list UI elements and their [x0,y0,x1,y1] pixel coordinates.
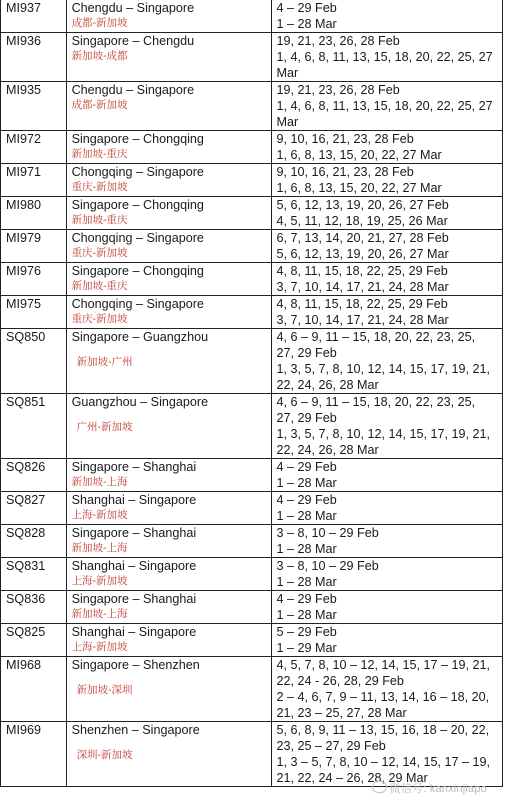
route-chinese: 重庆-新加坡 [71,313,128,325]
dates-cell [272,197,503,230]
flight-number: MI975 [1,296,67,329]
date-line: 27, 29 Feb [276,411,337,425]
table-row [1,459,503,492]
date-line: 2 – 4, 6, 7, 9 – 11, 13, 14, 16 – 18, 20, [276,690,490,704]
flight-number: SQ831 [1,558,67,591]
date-line: 22, 24, 26, 28 Mar [276,443,379,457]
date-line: 4, 6 – 9, 11 – 15, 18, 20, 22, 23, 25, [276,330,476,344]
route-cell [66,33,272,82]
dates-cell [272,33,503,82]
route-english: Shanghai – Singapore [71,493,197,507]
flight-number: SQ850 [1,329,67,394]
date-line: 3, 7, 10, 14, 17, 21, 24, 28 Mar [276,313,449,327]
date-line: 3 – 8, 10 – 29 Feb [276,559,379,573]
route-cell [66,492,272,525]
dates-cell [272,722,503,787]
table-row [1,394,503,459]
route-english: Chongqing – Singapore [71,165,204,179]
route-cell [66,263,272,296]
date-line: 27, 29 Feb [276,346,337,360]
route-english: Singapore – Chongqing [71,198,204,212]
dates-cell [272,657,503,722]
flight-number: MI976 [1,263,67,296]
route-english: Chengdu – Singapore [71,83,195,97]
route-english: Singapore – Chongqing [71,264,204,278]
date-line: 23, 25 – 27, 29 Feb [276,739,386,753]
date-line: 1, 4, 6, 8, 11, 13, 15, 18, 20, 22, 25, 27 [276,99,493,113]
date-line: 1 – 29 Mar [276,641,337,655]
table-row [1,82,503,131]
route-chinese: 新加坡-成都 [71,50,128,62]
table-row [1,296,503,329]
date-line: 4, 5, 11, 12, 18, 19, 25, 26 Mar [276,214,448,228]
watermark [372,780,487,796]
table-row [1,624,503,657]
route-chinese: 广州-新加坡 [76,421,133,433]
spacer [72,673,272,683]
route-chinese: 上海-新加坡 [71,641,128,653]
route-cell [66,329,272,394]
date-line: 5, 6, 12, 13, 19, 20, 26, 27 Feb [276,198,449,212]
dates-cell [272,459,503,492]
route-cell [66,0,272,33]
table-row [1,492,503,525]
route-cell [66,459,272,492]
route-chinese: 新加坡-广州 [76,356,133,368]
route-chinese: 重庆-新加坡 [71,181,128,193]
route-english: Shanghai – Singapore [71,559,197,573]
table-row [1,33,503,82]
route-cell [66,624,272,657]
dates-cell [272,591,503,624]
watermark-text: 微信号: kanxinjiapo [389,783,487,795]
date-line: 9, 10, 16, 21, 23, 28 Feb [276,132,414,146]
date-line: 4 – 29 Feb [276,493,337,507]
route-cell [66,525,272,558]
flight-number: MI980 [1,197,67,230]
spacer [72,738,272,748]
date-line: 19, 21, 23, 26, 28 Feb [276,34,400,48]
route-chinese: 上海-新加坡 [71,509,128,521]
route-cell [66,591,272,624]
table-row [1,0,503,33]
dates-cell [272,230,503,263]
flight-number: MI968 [1,657,67,722]
route-cell [66,82,272,131]
table-row [1,164,503,197]
route-english: Shanghai – Singapore [71,625,197,639]
route-english: Singapore – Shanghai [71,592,197,606]
route-cell [66,657,272,722]
date-line: 19, 21, 23, 26, 28 Feb [276,83,400,97]
date-line: 4, 8, 11, 15, 18, 22, 25, 29 Feb [276,264,448,278]
flight-number: SQ826 [1,459,67,492]
table-row [1,558,503,591]
route-english: Chongqing – Singapore [71,297,204,311]
dates-cell [272,0,503,33]
date-line: 21, 23 – 25, 27, 28 Mar [276,706,407,720]
route-english: Shenzhen – Singapore [71,723,200,737]
date-line: 4 – 29 Feb [276,592,337,606]
flight-number: SQ825 [1,624,67,657]
dates-cell [272,394,503,459]
flight-number: MI935 [1,82,67,131]
route-cell [66,164,272,197]
date-line: 1 – 28 Mar [276,476,337,490]
wechat-icon [372,781,387,793]
date-line: 6, 7, 13, 14, 20, 21, 27, 28 Feb [276,231,449,245]
table-row [1,657,503,722]
dates-cell [272,558,503,591]
spacer [72,345,272,355]
date-line: 4, 5, 7, 8, 10 – 12, 14, 15, 17 – 19, 21, [276,658,491,672]
flight-number: SQ836 [1,591,67,624]
date-line: 1 – 28 Mar [276,509,337,523]
date-line: Mar [276,115,299,129]
route-english: Guangzhou – Singapore [71,395,209,409]
dates-cell [272,624,503,657]
route-english: Chongqing – Singapore [71,231,204,245]
route-chinese: 新加坡-深圳 [76,684,133,696]
date-line: 1 – 28 Mar [276,17,337,31]
route-english: Singapore – Shenzhen [71,658,200,672]
dates-cell [272,82,503,131]
route-chinese: 新加坡-上海 [71,608,128,620]
flight-number: SQ828 [1,525,67,558]
route-english: Singapore – Chengdu [71,34,195,48]
date-line: 4 – 29 Feb [276,460,337,474]
dates-cell [272,296,503,329]
flight-number: SQ827 [1,492,67,525]
dates-cell [272,525,503,558]
table-row [1,722,503,787]
flight-number: MI972 [1,131,67,164]
flight-number: SQ851 [1,394,67,459]
table-row [1,591,503,624]
date-line: 1 – 28 Mar [276,575,337,589]
dates-cell [272,263,503,296]
route-cell [66,230,272,263]
route-english: Singapore – Guangzhou [71,330,209,344]
route-cell [66,722,272,787]
route-chinese: 深圳-新加坡 [76,749,133,761]
table-row [1,230,503,263]
route-chinese: 新加坡-上海 [71,476,128,488]
table-row [1,525,503,558]
date-line: 22, 24, 26, 28 Mar [276,378,379,392]
route-chinese: 重庆-新加坡 [71,247,128,259]
route-english: Singapore – Shanghai [71,526,197,540]
date-line: 1, 6, 8, 13, 15, 20, 22, 27 Mar [276,148,442,162]
date-line: 3, 7, 10, 14, 17, 21, 24, 28 Mar [276,280,449,294]
route-cell [66,394,272,459]
route-cell [66,296,272,329]
dates-cell [272,131,503,164]
route-chinese: 成都-新加坡 [71,99,128,111]
spacer [72,410,272,420]
date-line: 1 – 28 Mar [276,542,337,556]
route-english: Singapore – Shanghai [71,460,197,474]
date-line: 5 – 29 Feb [276,625,337,639]
table-row [1,197,503,230]
table-row [1,329,503,394]
date-line: 4 – 29 Feb [276,1,337,15]
route-chinese: 新加坡-上海 [71,542,128,554]
date-line: 9, 10, 16, 21, 23, 28 Feb [276,165,414,179]
route-chinese: 新加坡-重庆 [71,214,128,226]
flight-number: MI969 [1,722,67,787]
route-chinese: 上海-新加坡 [71,575,128,587]
date-line: 22, 24 - 26, 28, 29 Feb [276,674,404,688]
route-chinese: 成都-新加坡 [71,17,128,29]
route-english: Singapore – Chongqing [71,132,204,146]
flight-number: MI971 [1,164,67,197]
date-line: 4, 6 – 9, 11 – 15, 18, 20, 22, 23, 25, [276,395,476,409]
flight-number: MI936 [1,33,67,82]
date-line: 1, 3, 5, 7, 8, 10, 12, 14, 15, 17, 19, 21, [276,427,491,441]
table-row [1,131,503,164]
route-cell [66,131,272,164]
date-line: 3 – 8, 10 – 29 Feb [276,526,379,540]
date-line: 5, 6, 12, 13, 19, 20, 26, 27 Mar [276,247,449,261]
date-line: 1, 3 – 5, 7, 8, 10 – 12, 14, 15, 17 – 19, [276,755,491,769]
dates-cell [272,329,503,394]
date-line: 21, 22, 24 – 26, 28, 29 Mar [276,771,428,785]
date-line: 1 – 28 Mar [276,608,337,622]
route-chinese: 新加坡-重庆 [71,280,128,292]
flight-number: MI979 [1,230,67,263]
dates-cell [272,492,503,525]
date-line: 5, 6, 8, 9, 11 – 13, 15, 16, 18 – 20, 22, [276,723,490,737]
route-english: Chengdu – Singapore [71,1,195,15]
date-line: 1, 6, 8, 13, 15, 20, 22, 27 Mar [276,181,442,195]
date-line: 1, 4, 6, 8, 11, 13, 15, 18, 20, 22, 25, 27 [276,50,493,64]
flight-number: MI937 [1,0,67,33]
route-chinese: 新加坡-重庆 [71,148,128,160]
date-line: 4, 8, 11, 15, 18, 22, 25, 29 Feb [276,297,448,311]
dates-cell [272,164,503,197]
route-cell [66,558,272,591]
route-cell [66,197,272,230]
table-row [1,263,503,296]
date-line: 1, 3, 5, 7, 8, 10, 12, 14, 15, 17, 19, 21, [276,362,491,376]
date-line: Mar [276,66,299,80]
